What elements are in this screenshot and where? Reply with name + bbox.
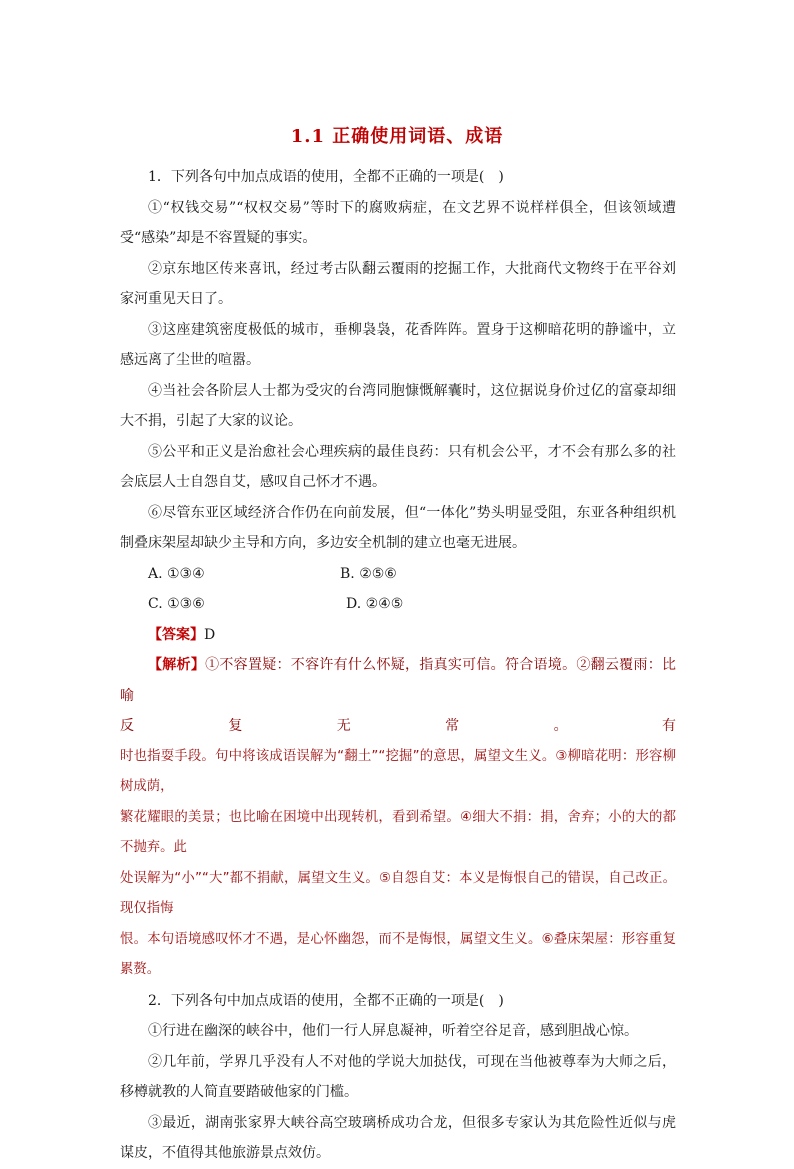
question-2-sentence-1: ①行进在幽深的峡谷中，他们一行人屏息凝神，听着空谷足音，感到胆战心惊。 — [148, 1023, 638, 1039]
question-2-sentence-2: ②几年前，学界几乎没有人不对他的学说大加挞伐，可现在当他被尊奉为大师之后，移樽就教的人简直要踏破他家的门槛。 — [120, 1053, 676, 1100]
analysis-char: 反 — [120, 718, 134, 734]
analysis-char: 有 — [661, 718, 676, 734]
document-body — [120, 162, 676, 1169]
analysis-char: 。 — [553, 718, 568, 734]
question-1-sentence-5: ⑤公平和正义是治愈社会心理疾病的最佳良药：只有机会公平，才不会有那么多的社会底层人士自怨自艾，感叹自己怀才不遇。 — [120, 443, 676, 490]
page-title: 1.1 正确使用词语、成语 — [290, 126, 504, 147]
analysis-char: 无 — [336, 718, 351, 734]
question-2-stem: 2．下列各句中加点成语的使用，全都不正确的一项是( ) — [148, 992, 504, 1009]
question-1-sentence-1: ①“权钱交易”“权权交易”等时下的腐败病症，在文艺界不说样样俱全，但该领域遭受“感染”却是不容置疑的事实。 — [120, 199, 676, 246]
question-1-sentence-2: ②京东地区传来喜讯，经过考古队翻云覆雨的挖掘工作，大批商代文物终于在平谷刘家河重见天日了。 — [120, 260, 676, 307]
question-1-options-row-2 — [120, 589, 676, 620]
analysis-char: 复 — [228, 718, 243, 734]
analysis-line-1 — [120, 650, 676, 711]
option-d: D. ②④⑤ — [346, 596, 404, 612]
analysis-text-1: ①不容置疑：不容许有什么怀疑，指真实可信。符合语境。②翻云覆雨：比喻 — [120, 657, 677, 704]
option-b: B. ②⑤⑥ — [340, 565, 397, 582]
option-a: A. ①③④ — [148, 565, 205, 582]
question-2-sentence-3: ③最近，湖南张家界大峡谷高空玻璃桥成功合龙，但很多专家认为其危险性近似与虎谋皮，不值得其他旅游景点效仿。 — [120, 1114, 676, 1161]
analysis-label: 【解析】 — [148, 657, 206, 673]
question-1-stem: 1．下列各句中加点成语的使用，全都不正确的一项是( ) — [148, 169, 504, 185]
answer-value: D — [204, 626, 216, 643]
analysis-line-3: 时也指耍手段。句中将该成语误解为“翻土”“挖掘”的意思，属望文生义。③柳暗花明：形容柳树成荫， — [120, 748, 676, 794]
question-1-sentence-3: ③这座建筑密度极低的城市，垂柳袅袅，花香阵阵。置身于这柳暗花明的静谧中，立感远离了尘世的喧嚣。 — [120, 321, 676, 368]
analysis-line-2 — [120, 711, 676, 742]
analysis-line-5: 处误解为“小”“大”都不捐献，属望文生义。⑤自怨自艾：本义是悔恨自己的错误，自己改正。现仅指悔 — [120, 870, 676, 916]
question-1-options-row-1 — [120, 559, 676, 590]
analysis-line-6: 恨。本句语境感叹怀才不遇，是心怀幽怨，而不是悔恨，属望文生义。⑥叠床架屋：形容重复累赘。 — [120, 931, 676, 977]
question-1-sentence-4: ④当社会各阶层人士都为受灾的台湾同胞慷慨解囊时，这位据说身价过亿的富豪却细大不捐，引起了大家的议论。 — [120, 382, 676, 429]
question-1-sentence-6: ⑥尽管东亚区域经济合作仍在向前发展，但“一体化”势头明显受阻，东亚各种组织机制叠床架屋却缺少主导和方向，多边安全机制的建立也毫无进展。 — [120, 504, 676, 551]
analysis-char: 常 — [445, 718, 460, 734]
analysis-line-4: 繁花耀眼的美景；也比喻在困境中出现转机，看到希望。④细大不捐：捐，舍弃；小的大的都不抛弃。此 — [120, 809, 676, 855]
option-c: C. ①③⑥ — [148, 596, 205, 612]
answer-label: 【答案】 — [148, 626, 204, 643]
answer-line — [120, 620, 676, 651]
